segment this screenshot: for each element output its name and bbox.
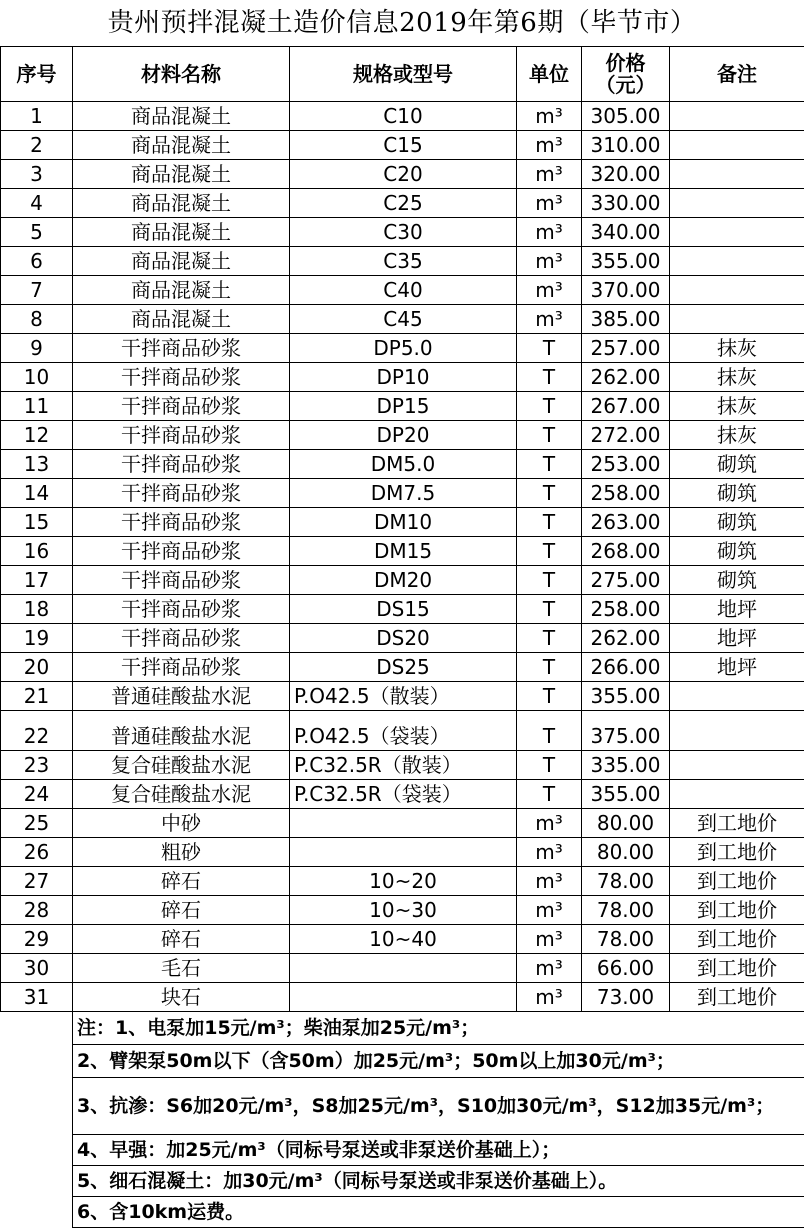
header-spec: 规格或型号 xyxy=(290,47,517,102)
cell-remark: 地坪 xyxy=(670,595,804,624)
table-row xyxy=(1,595,804,624)
cell-price: 330.00 xyxy=(582,189,670,218)
cell-seq: 12 xyxy=(1,421,73,450)
cell-name: 块石 xyxy=(73,983,290,1012)
cell-remark xyxy=(670,751,804,780)
cell-unit: T xyxy=(517,479,582,508)
cell-spec: DP5.0 xyxy=(290,334,517,363)
cell-price: 355.00 xyxy=(582,780,670,809)
cell-name: 干拌商品砂浆 xyxy=(73,537,290,566)
cell-unit: m³ xyxy=(517,218,582,247)
cell-remark: 到工地价 xyxy=(670,867,804,896)
table-row xyxy=(1,751,804,780)
cell-remark xyxy=(670,160,804,189)
table-row xyxy=(1,925,804,954)
cell-spec: C40 xyxy=(290,276,517,305)
cell-name: 毛石 xyxy=(73,954,290,983)
cell-remark: 砌筑 xyxy=(670,479,804,508)
cell-spec: C15 xyxy=(290,131,517,160)
table-row xyxy=(1,450,804,479)
cell-name: 商品混凝土 xyxy=(73,189,290,218)
cell-price: 257.00 xyxy=(582,334,670,363)
cell-spec: P.O42.5（散装） xyxy=(290,682,517,711)
cell-unit: T xyxy=(517,421,582,450)
cell-price: 253.00 xyxy=(582,450,670,479)
cell-remark xyxy=(670,102,804,131)
cell-remark: 砌筑 xyxy=(670,508,804,537)
cell-price: 268.00 xyxy=(582,537,670,566)
table-row xyxy=(1,276,804,305)
cell-spec xyxy=(290,838,517,867)
cell-price: 355.00 xyxy=(582,682,670,711)
cell-name: 复合硅酸盐水泥 xyxy=(73,751,290,780)
cell-price: 263.00 xyxy=(582,508,670,537)
cell-seq: 16 xyxy=(1,537,73,566)
cell-name: 干拌商品砂浆 xyxy=(73,653,290,682)
table-row xyxy=(1,711,804,751)
cell-price: 258.00 xyxy=(582,595,670,624)
page-title: 贵州预拌混凝土造价信息2019年第6期（毕节市） xyxy=(107,8,697,38)
cell-name: 商品混凝土 xyxy=(73,160,290,189)
cell-unit: m³ xyxy=(517,305,582,334)
cell-name: 商品混凝土 xyxy=(73,247,290,276)
cell-price: 355.00 xyxy=(582,247,670,276)
cell-seq: 8 xyxy=(1,305,73,334)
cell-name: 干拌商品砂浆 xyxy=(73,363,290,392)
note-spacer xyxy=(1,1012,73,1045)
table-row xyxy=(1,537,804,566)
table-row xyxy=(1,566,804,595)
cell-unit: m³ xyxy=(517,838,582,867)
note-row xyxy=(1,1166,804,1197)
cell-name: 商品混凝土 xyxy=(73,305,290,334)
cell-spec: 10~20 xyxy=(290,867,517,896)
cell-name: 干拌商品砂浆 xyxy=(73,334,290,363)
cell-remark: 抹灰 xyxy=(670,392,804,421)
cell-spec: DM7.5 xyxy=(290,479,517,508)
cell-unit: m³ xyxy=(517,925,582,954)
header-seq: 序号 xyxy=(1,47,73,102)
cell-spec: DP10 xyxy=(290,363,517,392)
table-row xyxy=(1,334,804,363)
header-remark: 备注 xyxy=(670,47,804,102)
table-row xyxy=(1,392,804,421)
cell-remark: 地坪 xyxy=(670,624,804,653)
cell-unit: m³ xyxy=(517,867,582,896)
note-row xyxy=(1,1135,804,1166)
cell-price: 320.00 xyxy=(582,160,670,189)
cell-price: 80.00 xyxy=(582,809,670,838)
cell-seq: 4 xyxy=(1,189,73,218)
cell-price: 262.00 xyxy=(582,363,670,392)
cell-unit: m³ xyxy=(517,896,582,925)
cell-spec xyxy=(290,983,517,1012)
table-row xyxy=(1,363,804,392)
note-spacer xyxy=(1,1078,73,1135)
note-text: 3、抗渗：S6加20元/m³，S8加25元/m³，S10加30元/m³，S12加35元/m³； xyxy=(73,1078,804,1135)
cell-remark: 抹灰 xyxy=(670,421,804,450)
cell-unit: T xyxy=(517,363,582,392)
cell-remark: 到工地价 xyxy=(670,809,804,838)
cell-remark: 砌筑 xyxy=(670,537,804,566)
cell-name: 干拌商品砂浆 xyxy=(73,479,290,508)
note-row xyxy=(1,1012,804,1045)
header-row xyxy=(1,47,804,102)
cell-price: 335.00 xyxy=(582,751,670,780)
cell-remark xyxy=(670,305,804,334)
cell-name: 碎石 xyxy=(73,867,290,896)
note-text: 5、细石混凝土：加30元/m³（同标号泵送或非泵送价基础上）。 xyxy=(73,1166,804,1197)
cell-price: 262.00 xyxy=(582,624,670,653)
cell-spec: C25 xyxy=(290,189,517,218)
note-row xyxy=(1,1197,804,1228)
cell-unit: T xyxy=(517,751,582,780)
cell-seq: 14 xyxy=(1,479,73,508)
cell-spec: C30 xyxy=(290,218,517,247)
cell-unit: T xyxy=(517,392,582,421)
cell-remark: 砌筑 xyxy=(670,566,804,595)
note-text: 6、含10km运费。 xyxy=(73,1197,804,1228)
cell-price: 78.00 xyxy=(582,867,670,896)
cell-spec: 10~30 xyxy=(290,896,517,925)
cell-price: 370.00 xyxy=(582,276,670,305)
cell-unit: m³ xyxy=(517,131,582,160)
cell-spec xyxy=(290,809,517,838)
cell-remark xyxy=(670,189,804,218)
cell-spec: 10~40 xyxy=(290,925,517,954)
cell-remark: 到工地价 xyxy=(670,983,804,1012)
cell-seq: 27 xyxy=(1,867,73,896)
cell-remark: 到工地价 xyxy=(670,896,804,925)
cell-spec: DS25 xyxy=(290,653,517,682)
cell-spec: C45 xyxy=(290,305,517,334)
cell-spec xyxy=(290,954,517,983)
cell-unit: m³ xyxy=(517,189,582,218)
cell-seq: 10 xyxy=(1,363,73,392)
cell-unit: m³ xyxy=(517,983,582,1012)
cell-spec: DP15 xyxy=(290,392,517,421)
cell-unit: T xyxy=(517,780,582,809)
cell-remark: 地坪 xyxy=(670,653,804,682)
table-row xyxy=(1,218,804,247)
cell-seq: 9 xyxy=(1,334,73,363)
cell-spec: DM15 xyxy=(290,537,517,566)
cell-spec: DS20 xyxy=(290,624,517,653)
note-row xyxy=(1,1045,804,1078)
cell-seq: 30 xyxy=(1,954,73,983)
cell-name: 干拌商品砂浆 xyxy=(73,421,290,450)
header-unit: 单位 xyxy=(517,47,582,102)
table-row xyxy=(1,838,804,867)
cell-seq: 19 xyxy=(1,624,73,653)
cell-unit: T xyxy=(517,508,582,537)
cell-seq: 18 xyxy=(1,595,73,624)
note-spacer xyxy=(1,1135,73,1166)
cell-unit: m³ xyxy=(517,276,582,305)
cell-price: 385.00 xyxy=(582,305,670,334)
note-spacer xyxy=(1,1045,73,1078)
table-row xyxy=(1,983,804,1012)
cell-seq: 11 xyxy=(1,392,73,421)
cell-name: 干拌商品砂浆 xyxy=(73,595,290,624)
cell-seq: 29 xyxy=(1,925,73,954)
cell-seq: 25 xyxy=(1,809,73,838)
cell-price: 66.00 xyxy=(582,954,670,983)
cell-name: 中砂 xyxy=(73,809,290,838)
cell-seq: 24 xyxy=(1,780,73,809)
cell-name: 商品混凝土 xyxy=(73,276,290,305)
cell-name: 普通硅酸盐水泥 xyxy=(73,711,290,751)
note-spacer xyxy=(1,1166,73,1197)
cell-unit: m³ xyxy=(517,160,582,189)
cell-price: 73.00 xyxy=(582,983,670,1012)
cell-price: 80.00 xyxy=(582,838,670,867)
note-text: 2、臂架泵50m以下（含50m）加25元/m³；50m以上加30元/m³； xyxy=(73,1045,804,1078)
cell-spec: C20 xyxy=(290,160,517,189)
table-body xyxy=(1,102,804,1012)
table-row xyxy=(1,189,804,218)
cell-name: 粗砂 xyxy=(73,838,290,867)
cell-name: 复合硅酸盐水泥 xyxy=(73,780,290,809)
table-row xyxy=(1,867,804,896)
table-row xyxy=(1,954,804,983)
table-row xyxy=(1,102,804,131)
cell-unit: T xyxy=(517,566,582,595)
notes-section xyxy=(1,1012,804,1228)
cell-seq: 3 xyxy=(1,160,73,189)
cell-seq: 20 xyxy=(1,653,73,682)
cell-remark: 抹灰 xyxy=(670,363,804,392)
cell-unit: m³ xyxy=(517,809,582,838)
cell-unit: T xyxy=(517,711,582,751)
header-price xyxy=(582,47,670,102)
cell-price: 78.00 xyxy=(582,925,670,954)
cell-seq: 31 xyxy=(1,983,73,1012)
cell-spec: DM10 xyxy=(290,508,517,537)
cell-remark xyxy=(670,131,804,160)
cell-remark xyxy=(670,276,804,305)
note-spacer xyxy=(1,1197,73,1228)
cell-spec: DM20 xyxy=(290,566,517,595)
header-name: 材料名称 xyxy=(73,47,290,102)
cell-spec: DP20 xyxy=(290,421,517,450)
cell-spec: P.C32.5R（散装） xyxy=(290,751,517,780)
cell-seq: 5 xyxy=(1,218,73,247)
cell-unit: T xyxy=(517,334,582,363)
cell-seq: 2 xyxy=(1,131,73,160)
cell-price: 375.00 xyxy=(582,711,670,751)
cell-unit: T xyxy=(517,537,582,566)
cell-remark xyxy=(670,780,804,809)
cell-spec: P.O42.5（袋装） xyxy=(290,711,517,751)
cell-spec: DM5.0 xyxy=(290,450,517,479)
table-row xyxy=(1,682,804,711)
table-row xyxy=(1,624,804,653)
cell-price: 272.00 xyxy=(582,421,670,450)
cell-remark: 到工地价 xyxy=(670,925,804,954)
cell-remark: 到工地价 xyxy=(670,954,804,983)
cell-price: 340.00 xyxy=(582,218,670,247)
cell-seq: 13 xyxy=(1,450,73,479)
cell-price: 78.00 xyxy=(582,896,670,925)
cell-unit: T xyxy=(517,450,582,479)
cell-seq: 21 xyxy=(1,682,73,711)
cell-spec: P.C32.5R（袋装） xyxy=(290,780,517,809)
cell-price: 267.00 xyxy=(582,392,670,421)
cell-seq: 28 xyxy=(1,896,73,925)
cell-seq: 15 xyxy=(1,508,73,537)
cell-name: 干拌商品砂浆 xyxy=(73,392,290,421)
cell-remark xyxy=(670,218,804,247)
cell-unit: T xyxy=(517,653,582,682)
cell-remark: 砌筑 xyxy=(670,450,804,479)
note-text: 注：1、电泵加15元/m³；柴油泵加25元/m³； xyxy=(73,1012,804,1045)
table-row xyxy=(1,160,804,189)
table-row xyxy=(1,653,804,682)
cell-seq: 23 xyxy=(1,751,73,780)
cell-name: 干拌商品砂浆 xyxy=(73,566,290,595)
table-row xyxy=(1,780,804,809)
cell-name: 商品混凝土 xyxy=(73,218,290,247)
cell-seq: 1 xyxy=(1,102,73,131)
cell-name: 干拌商品砂浆 xyxy=(73,508,290,537)
cell-remark xyxy=(670,247,804,276)
cell-seq: 26 xyxy=(1,838,73,867)
cell-seq: 6 xyxy=(1,247,73,276)
cell-name: 干拌商品砂浆 xyxy=(73,450,290,479)
cell-remark xyxy=(670,711,804,751)
cell-price: 275.00 xyxy=(582,566,670,595)
cell-price: 310.00 xyxy=(582,131,670,160)
cell-price: 305.00 xyxy=(582,102,670,131)
cell-unit: m³ xyxy=(517,954,582,983)
cell-unit: m³ xyxy=(517,102,582,131)
cell-unit: T xyxy=(517,682,582,711)
cell-name: 商品混凝土 xyxy=(73,102,290,131)
cell-name: 普通硅酸盐水泥 xyxy=(73,682,290,711)
table-row xyxy=(1,479,804,508)
price-table xyxy=(0,46,804,1228)
table-row xyxy=(1,421,804,450)
table-row xyxy=(1,131,804,160)
cell-spec: C35 xyxy=(290,247,517,276)
table-row xyxy=(1,896,804,925)
table-row xyxy=(1,305,804,334)
cell-name: 干拌商品砂浆 xyxy=(73,624,290,653)
cell-seq: 7 xyxy=(1,276,73,305)
cell-name: 碎石 xyxy=(73,925,290,954)
cell-remark: 到工地价 xyxy=(670,838,804,867)
cell-spec: DS15 xyxy=(290,595,517,624)
table-row xyxy=(1,508,804,537)
cell-unit: T xyxy=(517,624,582,653)
note-text: 4、早强：加25元/m³（同标号泵送或非泵送价基础上）； xyxy=(73,1135,804,1166)
cell-remark xyxy=(670,682,804,711)
header-price-label: 价格（元） xyxy=(595,51,656,97)
cell-unit: m³ xyxy=(517,247,582,276)
cell-spec: C10 xyxy=(290,102,517,131)
cell-seq: 22 xyxy=(1,711,73,751)
cell-unit: T xyxy=(517,595,582,624)
cell-name: 碎石 xyxy=(73,896,290,925)
cell-name: 商品混凝土 xyxy=(73,131,290,160)
cell-seq: 17 xyxy=(1,566,73,595)
cell-remark: 抹灰 xyxy=(670,334,804,363)
table-row xyxy=(1,247,804,276)
note-row xyxy=(1,1078,804,1135)
table-row xyxy=(1,809,804,838)
cell-price: 266.00 xyxy=(582,653,670,682)
cell-price: 258.00 xyxy=(582,479,670,508)
